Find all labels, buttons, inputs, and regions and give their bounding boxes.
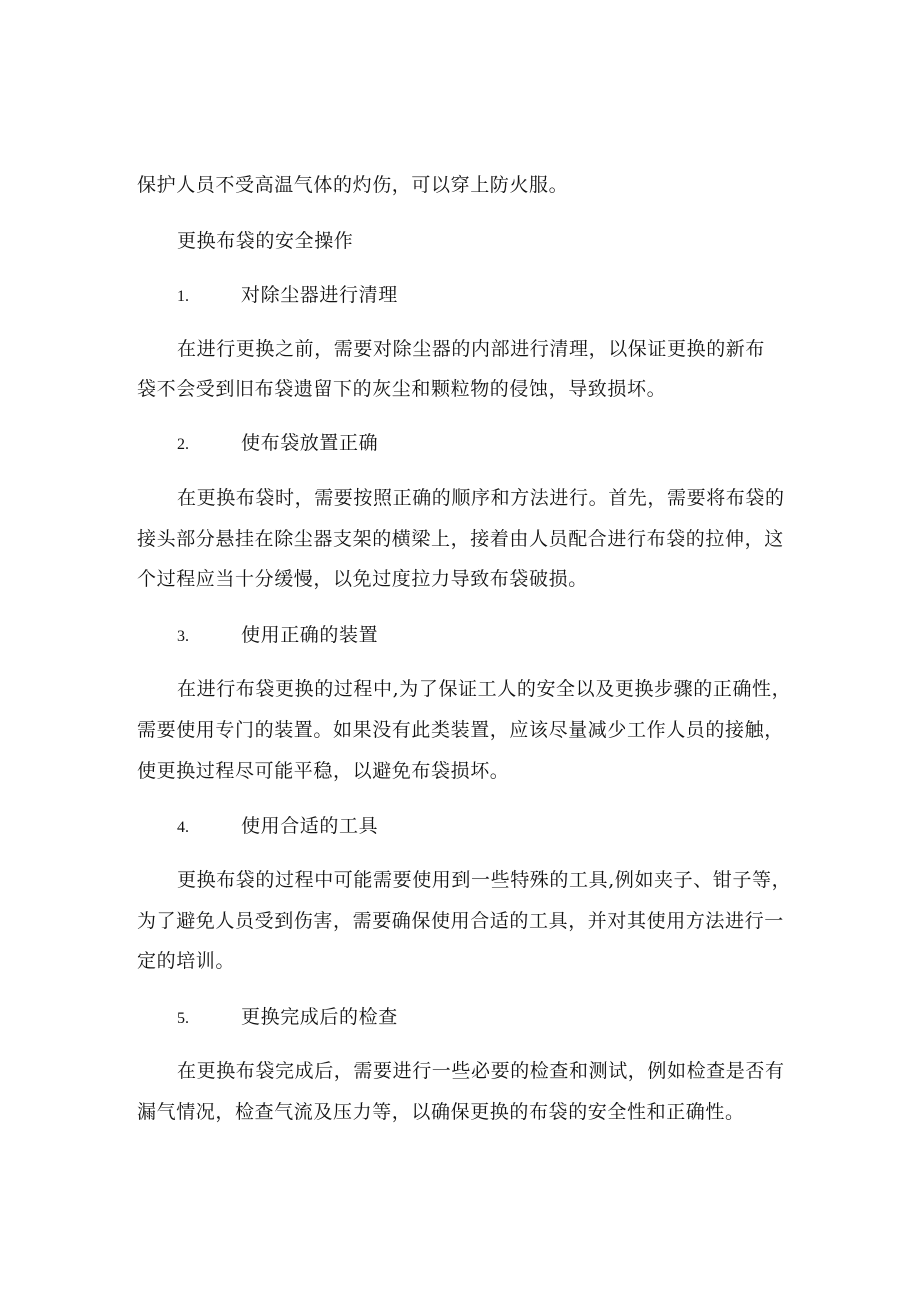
item-1-line-2: 袋不会受到旧布袋遗留下的灰尘和颗粒物的侵蚀，导致损坏。 <box>137 378 667 400</box>
item-3-number: 3. <box>177 628 189 645</box>
item-5-line-1: 在更换布袋完成后，需要进行一些必要的检查和测试，例如检查是否有 <box>177 1060 785 1082</box>
item-5-title: 更换完成后的检查 <box>241 1006 398 1028</box>
item-2-title: 使布袋放置正确 <box>241 432 379 454</box>
section-title: 更换布袋的安全操作 <box>177 230 354 252</box>
intro-line: 保护人员不受高温气体的灼伤，可以穿上防火服。 <box>137 174 569 196</box>
item-4-number: 4. <box>177 819 189 836</box>
item-4-line-1: 更换布袋的过程中可能需要使用到一些特殊的工具,例如夹子、钳子等， <box>177 869 792 891</box>
item-2-number: 2. <box>177 436 189 453</box>
item-1-number: 1. <box>177 288 189 305</box>
item-4-line-3: 定的培训。 <box>137 950 236 972</box>
item-4-line-2: 为了避免人员受到伤害，需要确保使用合适的工具，并对其使用方法进行一 <box>137 910 784 932</box>
item-1-line-1: 在进行更换之前，需要对除尘器的内部进行清理，以保证更换的新布 <box>177 338 766 360</box>
item-5-number: 5. <box>177 1010 189 1027</box>
item-4-title: 使用合适的工具 <box>241 815 379 837</box>
item-3-line-3: 使更换过程尽可能平稳，以避免布袋损坏。 <box>137 760 510 782</box>
item-3-line-2: 需要使用专门的装置。如果没有此类装置，应该尽量减少工作人员的接触， <box>137 719 784 741</box>
item-3-title: 使用正确的装置 <box>241 624 379 646</box>
item-1-title: 对除尘器进行清理 <box>241 284 398 306</box>
item-3-line-1: 在进行布袋更换的过程中,为了保证工人的安全以及更换步骤的正确性， <box>177 678 792 700</box>
item-2-line-3: 个过程应当十分缓慢，以免过度拉力导致布袋破损。 <box>137 568 588 590</box>
item-5-line-2: 漏气情况，检查气流及压力等，以确保更换的布袋的安全性和正确性。 <box>137 1101 745 1123</box>
item-2-line-2: 接头部分悬挂在除尘器支架的横梁上，接着由人员配合进行布袋的拉伸，这 <box>137 528 784 550</box>
item-2-line-1: 在更换布袋时，需要按照正确的顺序和方法进行。首先，需要将布袋的 <box>177 487 785 509</box>
